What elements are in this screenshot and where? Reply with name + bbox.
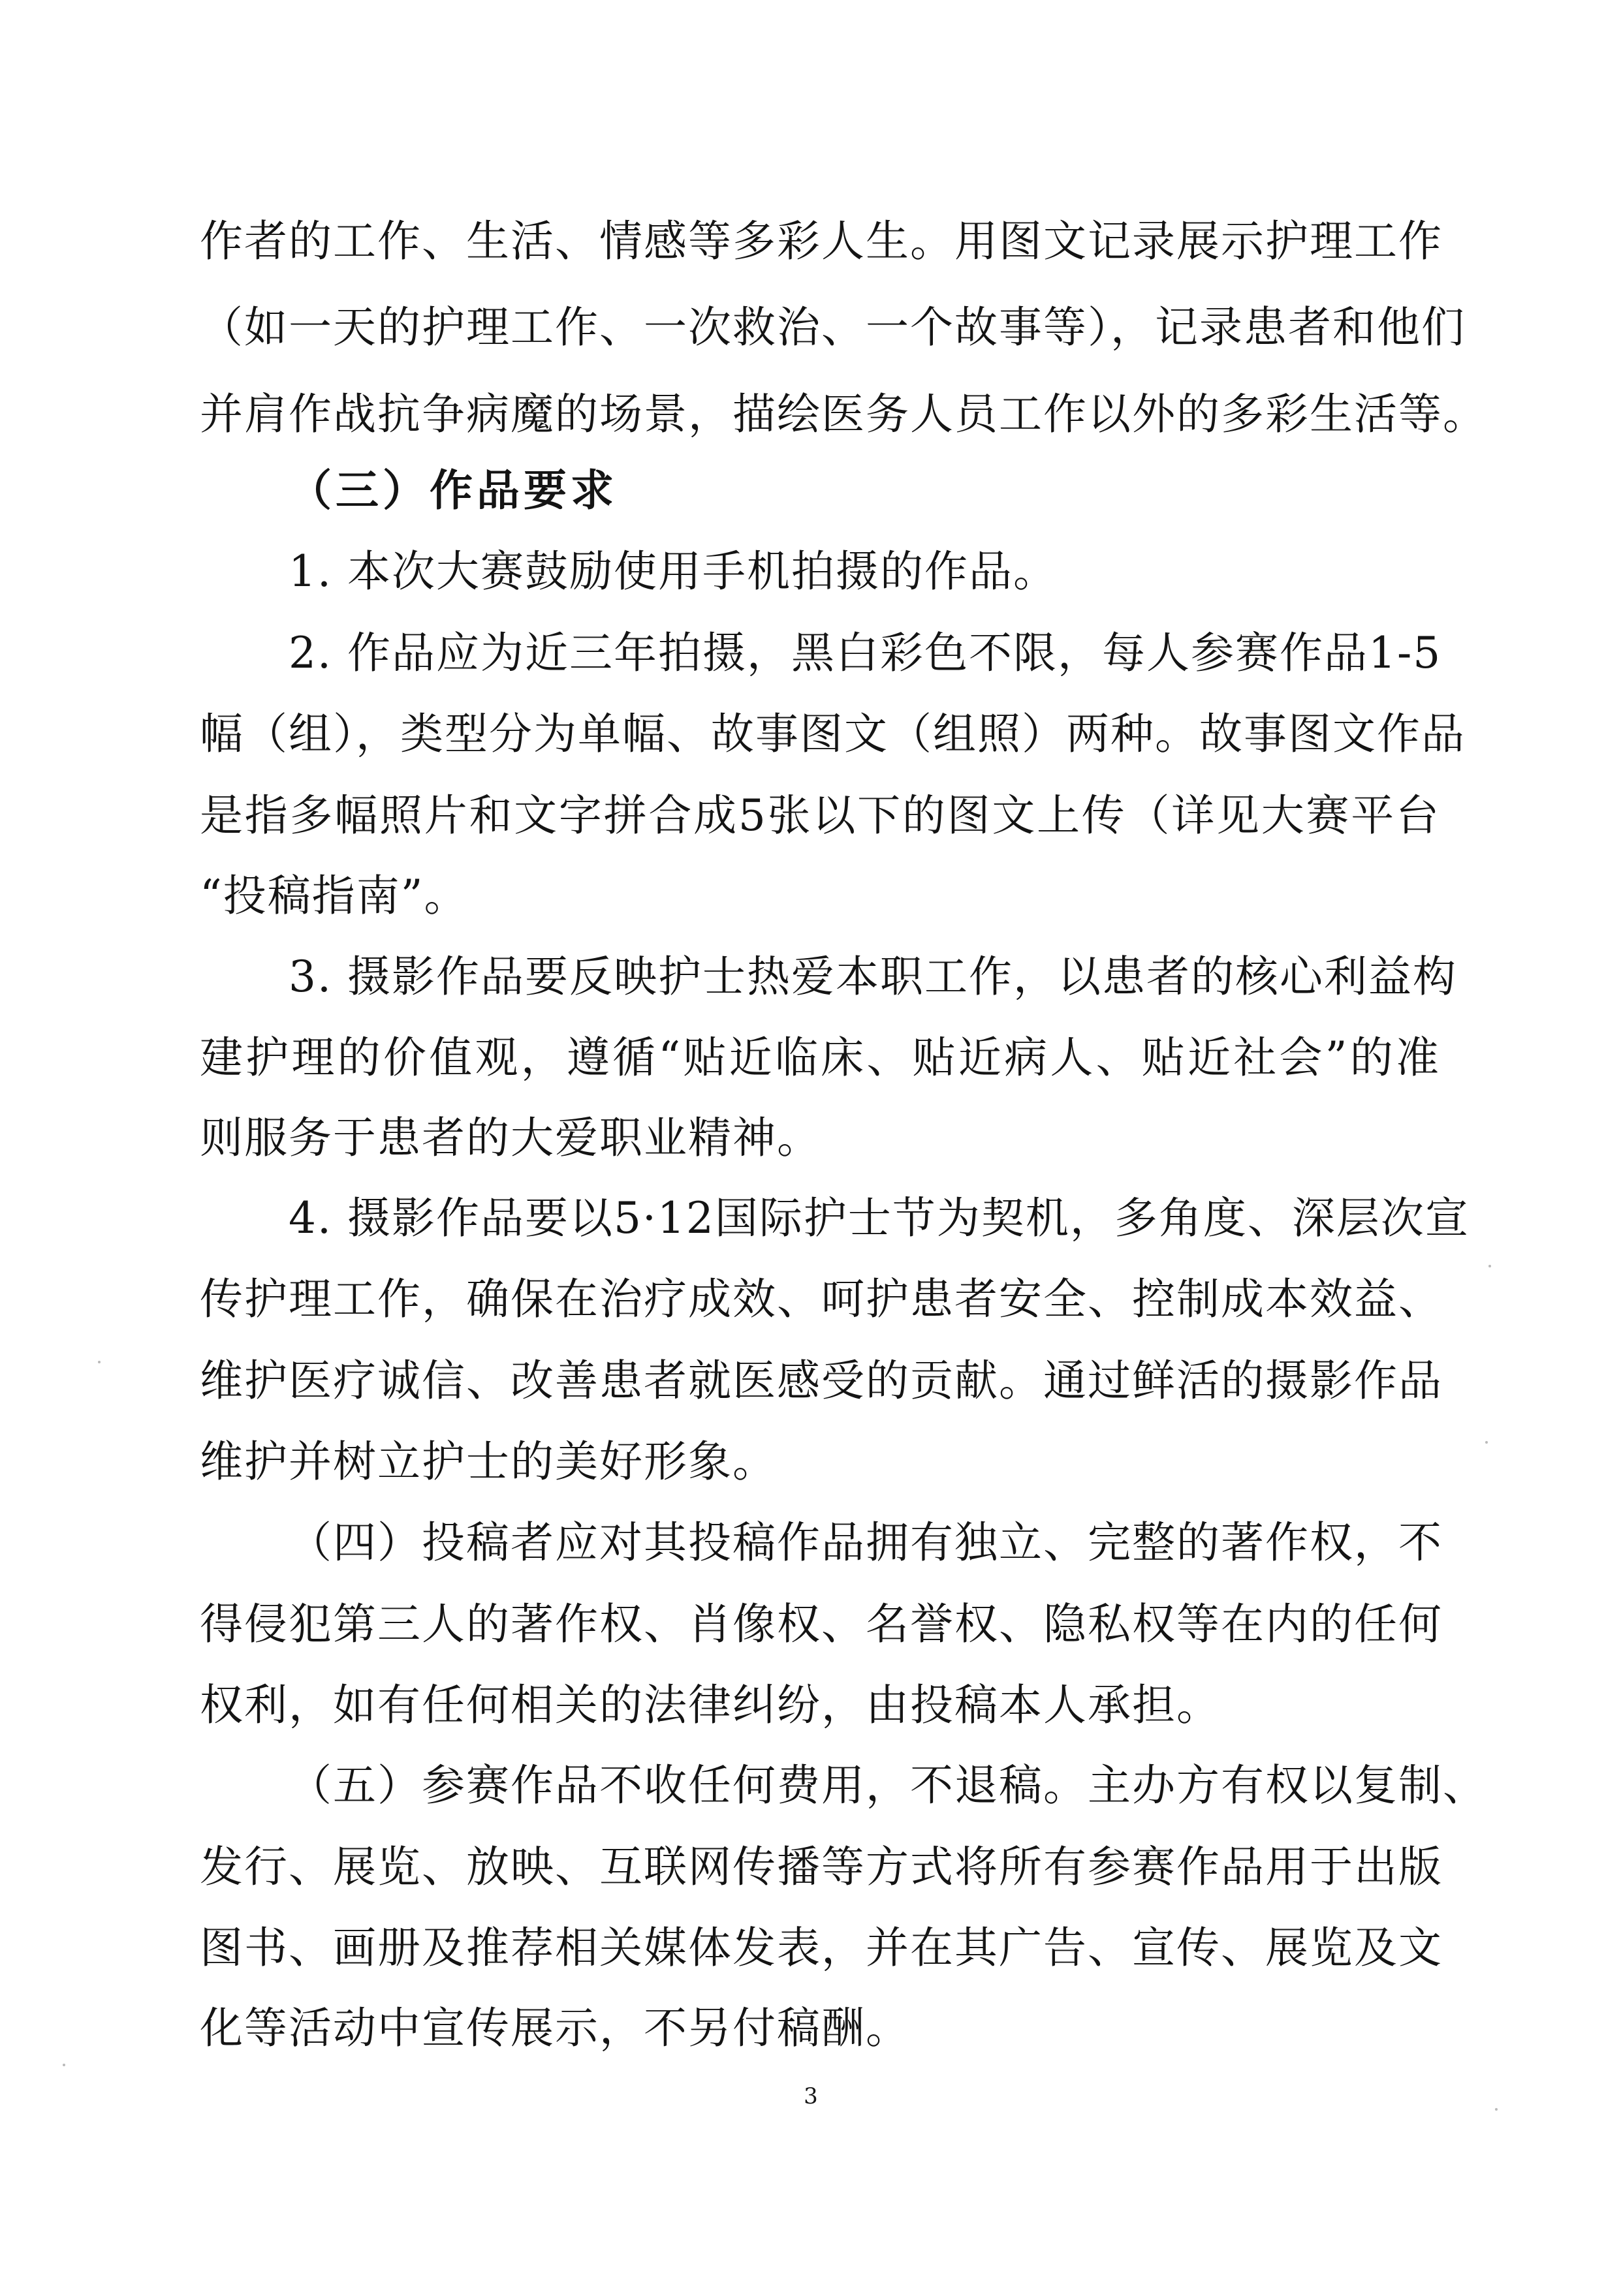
paragraph-line: 维护并树立护士的美好形象。 — [200, 1436, 777, 1487]
paragraph-line: 1. 本次大赛鼓励使用手机拍摄的作品。 — [289, 546, 1058, 597]
scan-speck — [63, 2064, 65, 2066]
scan-speck — [1485, 1441, 1488, 1444]
paragraph-line: 图书、画册及推荐相关媒体发表，并在其广告、宣传、展览及文 — [200, 1923, 1443, 1973]
paragraph-line: 得侵犯第三人的著作权、肖像权、名誉权、隐私权等在内的任何 — [200, 1599, 1443, 1649]
paragraph-line: 建护理的价值观，遵循“贴近临床、贴近病人、贴近社会”的准 — [200, 1032, 1440, 1083]
paragraph-line: 2. 作品应为近三年拍摄，黑白彩色不限，每人参赛作品1-5 — [289, 628, 1442, 678]
paragraph-line: （五）参赛作品不收任何费用，不退稿。主办方有权以复制、 — [289, 1760, 1487, 1810]
paragraph-line: 4. 摄影作品要以5·12国际护士节为契机，多角度、深层次宣 — [289, 1193, 1470, 1243]
paragraph-line: 幅（组），类型分为单幅、故事图文（组照）两种。故事图文作品 — [200, 709, 1466, 759]
paragraph-line: 维护医疗诚信、改善患者就医感受的贡献。通过鲜活的摄影作品 — [200, 1356, 1443, 1406]
paragraph-line: 3. 摄影作品要反映护士热爱本职工作，以患者的核心利益构 — [289, 952, 1457, 1002]
paragraph-line: 传护理工作，确保在治疗成效、呵护患者安全、控制成本效益、 — [200, 1274, 1443, 1324]
section-heading: （三）作品要求 — [289, 465, 618, 516]
paragraph-line: 则服务于患者的大爱职业精神。 — [200, 1113, 821, 1163]
page-number: 3 — [804, 2083, 818, 2109]
paragraph-line: （四）投稿者应对其投稿作品拥有独立、完整的著作权，不 — [289, 1517, 1443, 1568]
paragraph-line: 作者的工作、生活、情感等多彩人生。用图文记录展示护理工作 — [200, 216, 1443, 266]
scan-speck — [1495, 2108, 1498, 2111]
paragraph-line: 并肩作战抗争病魔的场景，描绘医务人员工作以外的多彩生活等。 — [200, 389, 1487, 439]
paragraph-line: （如一天的护理工作、一次救治、一个故事等），记录患者和他们 — [200, 302, 1466, 352]
paragraph-line: 是指多幅照片和文字拼合成5张以下的图文上传（详见大赛平台 — [200, 790, 1440, 841]
paragraph-line: 权利，如有任何相关的法律纠纷，由投稿本人承担。 — [200, 1680, 1221, 1730]
scan-speck — [98, 1361, 101, 1363]
scan-speck — [1488, 1265, 1491, 1267]
paragraph-line: 发行、展览、放映、互联网传播等方式将所有参赛作品用于出版 — [200, 1842, 1443, 1892]
paragraph-line: “投稿指南”。 — [200, 871, 469, 921]
paragraph-line: 化等活动中宣传展示，不另付稿酬。 — [200, 2003, 910, 2053]
